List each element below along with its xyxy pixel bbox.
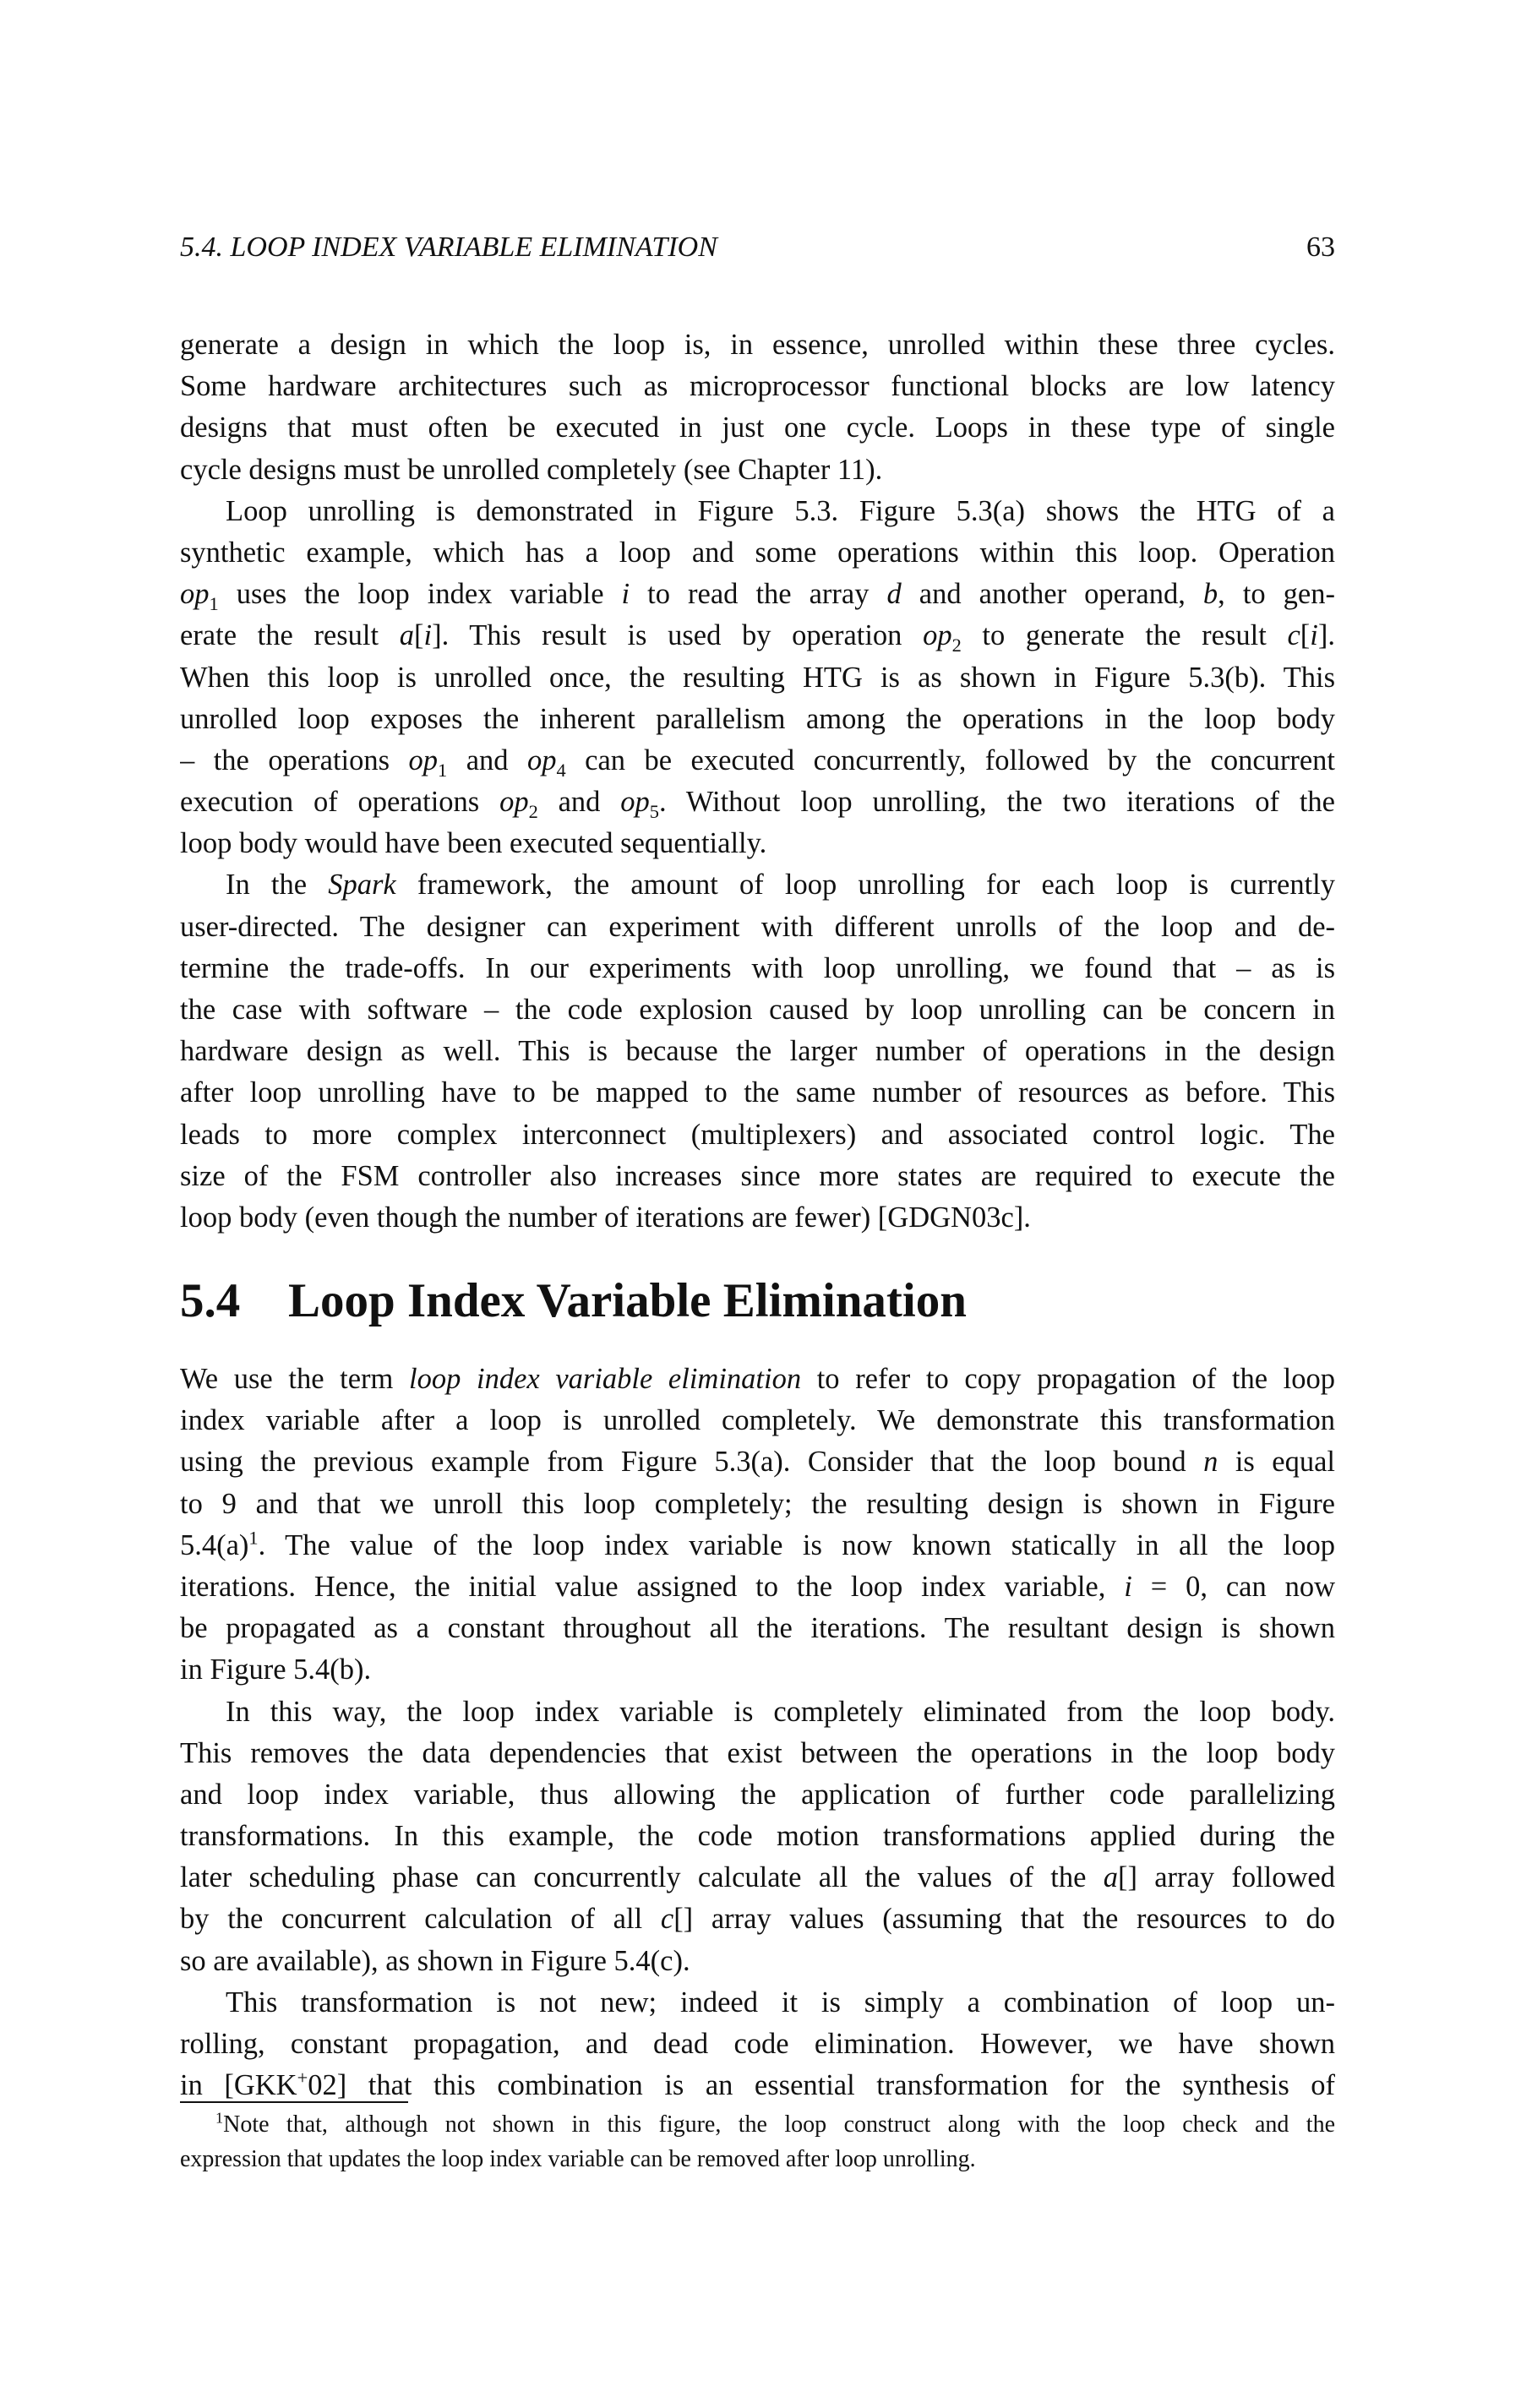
text-line bbox=[180, 1197, 1335, 1239]
footnote-divider bbox=[180, 2101, 408, 2103]
text-line bbox=[180, 1608, 1335, 1649]
paragraph bbox=[180, 491, 1335, 865]
text-line bbox=[180, 2065, 1335, 2106]
text-line bbox=[180, 948, 1335, 989]
italic-text: op bbox=[408, 744, 439, 776]
paragraph bbox=[180, 2107, 1335, 2176]
text-run: iterations. Hence, the initial value assigned to the loop index variable, bbox=[180, 1570, 1125, 1603]
text-run: . The value of the loop index variable is now known statically in all the loop bbox=[258, 1528, 1335, 1561]
page-number: 63 bbox=[1306, 232, 1335, 263]
text-run: framework, the amount of loop unrolling for each loop is currently bbox=[395, 869, 1335, 902]
text-run: loop body (even though the number of iterations are fewer) [GDGN03c]. bbox=[180, 1201, 1031, 1234]
italic-text: c bbox=[1287, 619, 1300, 652]
italic-text: a bbox=[399, 619, 414, 652]
text-line bbox=[180, 449, 1335, 491]
text-line bbox=[180, 2142, 1335, 2176]
text-run: leads to more complex interconnect (multiplexers) and associated control logic. The bbox=[180, 1118, 1335, 1151]
text-run: This removes the data dependencies that exist between the operations in the loop body bbox=[180, 1736, 1335, 1769]
text-run: can be executed concurrently, followed by the concurrent bbox=[565, 744, 1335, 776]
text-run: termine the trade-offs. In our experiments with loop unrolling, we found that – as is bbox=[180, 951, 1335, 984]
text-run: is equal bbox=[1218, 1446, 1335, 1479]
text-run: and loop index variable, thus allowing the application of further code parallelizing bbox=[180, 1778, 1335, 1811]
text-run: cycle designs must be unrolled completely (see Chapter 11). bbox=[180, 453, 883, 486]
text-line bbox=[180, 1816, 1335, 1857]
text-run: in [GKK bbox=[180, 2069, 297, 2102]
text-run: to generate the result bbox=[961, 619, 1288, 652]
text-run: [ bbox=[413, 619, 424, 652]
text-line bbox=[180, 989, 1335, 1031]
italic-text: i bbox=[621, 578, 630, 611]
text-run: using the previous example from Figure 5.3(a). Consider that the loop bound bbox=[180, 1446, 1204, 1479]
text-run: after loop unrolling have to be mapped to the same number of resources as before. This bbox=[180, 1076, 1335, 1109]
text-run: [ bbox=[1300, 619, 1311, 652]
text-line bbox=[180, 740, 1335, 782]
text-run: to refer to copy propagation of the loop bbox=[801, 1363, 1335, 1395]
italic-text: op bbox=[923, 619, 952, 652]
running-header bbox=[180, 226, 1335, 269]
paragraph bbox=[180, 864, 1335, 1239]
text-line bbox=[180, 366, 1335, 407]
text-run: loop body would have been executed sequentially. bbox=[180, 827, 767, 860]
text-run: Note that, although not shown in this figure, the loop construct along with the loop check and the bbox=[223, 2111, 1335, 2138]
text-line bbox=[180, 2107, 1335, 2142]
text-run: In this way, the loop index variable is completely eliminated from the loop body. bbox=[226, 1695, 1335, 1728]
text-run: [] array followed bbox=[1117, 1861, 1335, 1894]
text-line bbox=[180, 1774, 1335, 1816]
text-run: to 9 and that we unroll this loop completely; the resulting design is shown in Figure bbox=[180, 1487, 1335, 1520]
text-line bbox=[180, 1692, 1335, 1733]
italic-text: c bbox=[660, 1903, 674, 1936]
text-run: expression that updates the loop index variable can be removed after loop unrolling. bbox=[180, 2146, 976, 2172]
text-run: ]. This result is used by operation bbox=[432, 619, 924, 652]
italic-text: n bbox=[1203, 1446, 1218, 1479]
subscript: 2 bbox=[528, 800, 538, 822]
text-line bbox=[180, 1982, 1335, 2024]
text-run: index variable after a loop is unrolled completely. We demonstrate this transformation bbox=[180, 1404, 1335, 1437]
text-run: 02] that this combination is an essential transformation for the synthesis of bbox=[308, 2069, 1335, 2102]
italic-text: op bbox=[499, 786, 529, 819]
text-run: 5.4(a) bbox=[180, 1528, 249, 1561]
text-run: transformations. In this example, the code motion transformations applied during the bbox=[180, 1820, 1335, 1853]
superscript: 1 bbox=[248, 1527, 259, 1549]
text-run: in Figure 5.4(b). bbox=[180, 1653, 372, 1686]
italic-text: op bbox=[180, 578, 210, 611]
text-run: to read the array bbox=[630, 578, 887, 611]
text-run: and another operand, bbox=[901, 578, 1203, 611]
text-line bbox=[180, 1649, 1335, 1691]
text-line bbox=[180, 823, 1335, 864]
text-run: , to gen- bbox=[1218, 578, 1335, 611]
text-line bbox=[180, 1114, 1335, 1156]
text-run: hardware design as well. This is because the larger number of operations in the design bbox=[180, 1035, 1335, 1068]
text-run: [] array values (assuming that the resources to do bbox=[673, 1903, 1335, 1936]
text-line bbox=[180, 491, 1335, 532]
text-line bbox=[180, 1441, 1335, 1483]
italic-text: b bbox=[1202, 578, 1218, 611]
text-run: erate the result bbox=[180, 619, 400, 652]
italic-text: a bbox=[1103, 1861, 1118, 1894]
text-run: later scheduling phase can concurrently calculate all the values of the bbox=[180, 1861, 1104, 1894]
paragraph bbox=[180, 324, 1335, 491]
subscript: 1 bbox=[438, 759, 448, 781]
text-line bbox=[180, 1031, 1335, 1072]
text-line bbox=[180, 864, 1335, 906]
text-run: rolling, constant propagation, and dead code elimination. However, we have shown bbox=[180, 2028, 1335, 2060]
text-run: by the concurrent calculation of all bbox=[180, 1903, 661, 1936]
text-run: user-directed. The designer can experiment with different unrolls of the loop and de- bbox=[180, 910, 1335, 943]
text-line bbox=[180, 1941, 1335, 1982]
text-line bbox=[180, 1733, 1335, 1774]
text-run: ]. bbox=[1317, 619, 1335, 652]
section-number: 5.4 bbox=[180, 1274, 241, 1327]
text-line bbox=[180, 1359, 1335, 1400]
footnote bbox=[180, 2107, 1335, 2176]
superscript: 1 bbox=[215, 2109, 224, 2127]
italic-text: op bbox=[527, 744, 557, 776]
body-text-section bbox=[180, 1359, 1335, 2106]
text-run: the case with software – the code explosion caused by loop unrolling can be concern in bbox=[180, 994, 1335, 1026]
text-line bbox=[180, 1484, 1335, 1525]
text-run: size of the FSM controller also increases since more states are required to execute the bbox=[180, 1159, 1335, 1192]
italic-text: i bbox=[1310, 619, 1318, 652]
text-run: be propagated as a constant throughout all the iterations. The resultant design is shown bbox=[180, 1612, 1335, 1645]
text-run: In the bbox=[226, 869, 329, 902]
text-line bbox=[180, 657, 1335, 699]
paragraph bbox=[180, 1692, 1335, 1982]
subscript: 5 bbox=[649, 800, 659, 822]
text-run: When this loop is unrolled once, the resulting HTG is as shown in Figure 5.3(b). This bbox=[180, 661, 1335, 694]
italic-text: i bbox=[1124, 1570, 1132, 1603]
text-run: so are available), as shown in Figure 5.4(c). bbox=[180, 1944, 690, 1977]
text-run: Some hardware architectures such as microprocessor functional blocks are low latency bbox=[180, 370, 1335, 403]
section-heading bbox=[180, 1271, 1335, 1332]
text-run: generate a design in which the loop is, in essence, unrolled within these three cycles. bbox=[180, 329, 1335, 361]
text-run: . Without loop unrolling, the two iterations of the bbox=[658, 786, 1335, 819]
text-line bbox=[180, 1857, 1335, 1899]
text-line bbox=[180, 324, 1335, 366]
text-line bbox=[180, 699, 1335, 740]
text-line bbox=[180, 1072, 1335, 1114]
superscript: + bbox=[297, 2067, 308, 2089]
text-line bbox=[180, 1525, 1335, 1566]
text-run: and bbox=[537, 786, 621, 819]
italic-text: d bbox=[886, 578, 902, 611]
text-line bbox=[180, 1400, 1335, 1441]
text-line bbox=[180, 407, 1335, 449]
text-run: This transformation is not new; indeed it is simply a combination of loop un- bbox=[226, 1986, 1335, 2018]
text-line bbox=[180, 907, 1335, 948]
text-run: synthetic example, which has a loop and some operations within this loop. Operation bbox=[180, 536, 1335, 569]
body-text-before-section bbox=[180, 324, 1335, 1239]
running-header-section: 5.4. LOOP INDEX VARIABLE ELIMINATION bbox=[180, 232, 717, 263]
subscript: 2 bbox=[951, 635, 962, 656]
subscript: 4 bbox=[556, 759, 566, 781]
text-run: execution of operations bbox=[180, 786, 500, 819]
text-line bbox=[180, 2024, 1335, 2065]
text-run: unrolled loop exposes the inherent parallelism among the operations in the loop body bbox=[180, 702, 1335, 735]
text-line bbox=[180, 1566, 1335, 1608]
text-run: Loop unrolling is demonstrated in Figure 5.3. Figure 5.3(a) shows the HTG of a bbox=[226, 494, 1335, 527]
italic-text: i bbox=[423, 619, 433, 652]
text-line bbox=[180, 532, 1335, 574]
text-run: We use the term bbox=[180, 1363, 410, 1395]
text-run: = 0, can now bbox=[1131, 1570, 1335, 1603]
text-run: – the operations bbox=[180, 744, 409, 776]
text-run: uses the loop index variable bbox=[218, 578, 622, 611]
text-run: and bbox=[447, 744, 527, 776]
text-line bbox=[180, 782, 1335, 823]
text-run: designs that must often be executed in just one cycle. Loops in these type of single bbox=[180, 411, 1335, 444]
italic-text: Spark bbox=[328, 869, 396, 902]
italic-text: loop index variable elimination bbox=[409, 1363, 802, 1395]
section-title: Loop Index Variable Elimination bbox=[288, 1274, 967, 1327]
italic-text: op bbox=[620, 786, 650, 819]
paragraph bbox=[180, 1982, 1335, 2107]
text-line bbox=[180, 1899, 1335, 1940]
text-line bbox=[180, 574, 1335, 615]
text-line bbox=[180, 615, 1335, 656]
paragraph bbox=[180, 1359, 1335, 1692]
subscript: 1 bbox=[209, 593, 219, 615]
text-line bbox=[180, 1156, 1335, 1197]
